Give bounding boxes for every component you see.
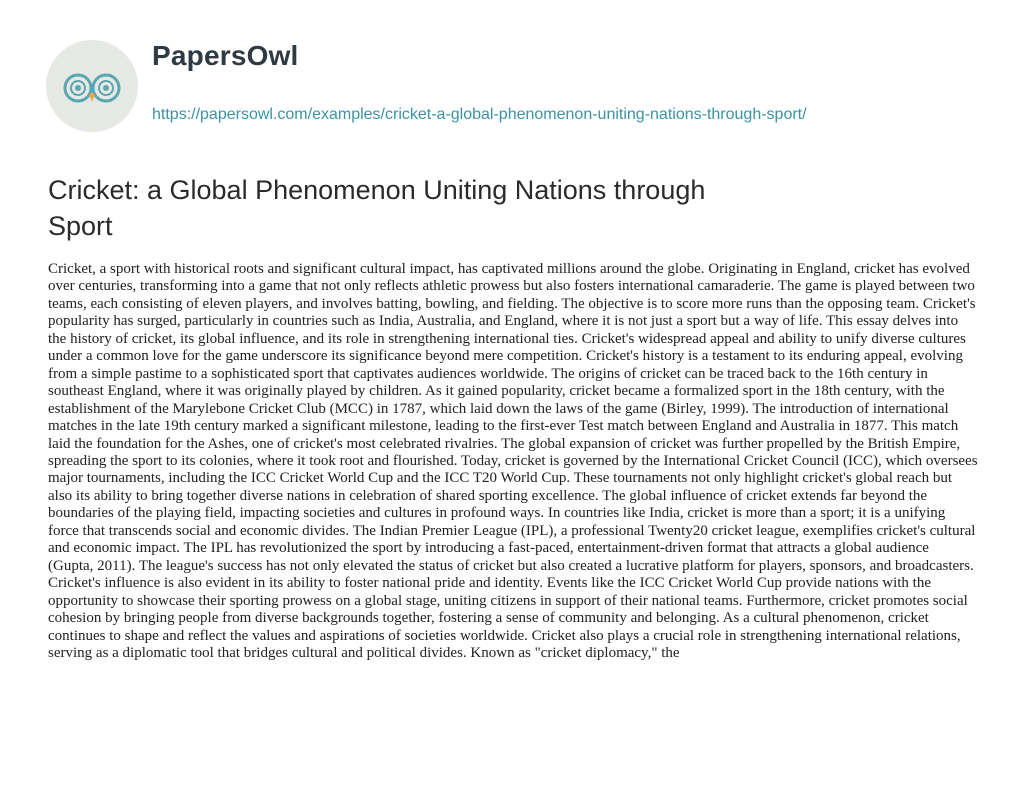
document-body: Cricket, a sport with historical roots and significant cultural impact, has captivated millions around the globe. Originating in England, cricket has evolved over centuries, transforming into a game that not only reflects athletic prowess but also fosters international camaraderie. The game is played between two teams, each consisting of eleven players, and involves batting, bowling, and fielding. The objective is to score more runs than the opposing team. Cricket's popularity has surged, particularly in countries such as India, Australia, and England, where it is not just a sport but a way of life. This essay delves into the history of cricket, its global influence, and its role in strengthening international ties. Cricket's widespread appeal and ability to unify diverse cultures under a common love for the game underscore its significance beyond mere competition. Cricket's history is a testament to its enduring appeal, evolving from a simple pastime to a sophisticated sport that captivates audiences worldwide. The origins of cricket can be traced back to the 16th century in southeast England, where it was originally played by children. As it gained popularity, cricket became a formalized sport in the 18th century, with the establishment of the Marylebone Cricket Club (MCC) in 1787, which laid down the laws of the game (Birley, 1999). The introduction of international matches in the late 19th century marked a significant milestone, leading to the first-ever Test match between England and Australia in 1877. This match laid the foundation for the Ashes, one of cricket's most celebrated rivalries. The global expansion of cricket was further propelled by the British Empire, spreading the sport to its colonies, where it took root and flourished. Today, cricket is governed by the International Cricket Council (ICC), which oversees major tournaments, including the ICC Cricket World Cup and the ICC T20 World Cup. These tournaments not only highlight cricket's global reach but also its ability to bring together diverse nations in celebration of shared sporting excellence. The global influence of cricket extends far beyond the boundaries of the playing field, impacting societies and cultures in profound ways. In countries like India, cricket is more than a sport; it is a unifying force that transcends social and economic divides. The Indian Premier League (IPL), a professional Twenty20 cricket league, exemplifies cricket's cultural and economic impact. The IPL has revolutionized the sport by introducing a fast-paced, entertainment-driven format that attracts a global audience (Gupta, 2011). The league's success has not only elevated the status of cricket but also created a lucrative platform for players, sponsors, and broadcasters. Cricket's influence is also evident in its ability to foster national pride and identity. Events like the ICC Cricket World Cup provide nations with the opportunity to showcase their sporting prowess on a global stage, uniting citizens in support of their national teams. Furthermore, cricket promotes social cohesion by bringing people from diverse backgrounds together, fostering a sense of community and belonging. As a cultural phenomenon, cricket continues to shape and reflect the values and aspirations of societies worldwide. Cricket also plays a crucial role in strengthening international relations, serving as a diplomatic tool that bridges cultural and political divides. Known as "cricket diplomacy," the: [48, 261, 978, 661]
source-url-link[interactable]: https://papersowl.com/examples/cricket-a-global-phenomenon-uniting-nations-through-sport/: [152, 106, 807, 123]
document-title: Cricket: a Global Phenomenon Uniting Nations through Sport: [48, 175, 706, 241]
site-header: [46, 28, 1024, 148]
owl-logo-icon[interactable]: [46, 40, 138, 132]
owl-icon: [62, 68, 122, 108]
brand-name[interactable]: PapersOwl: [152, 40, 299, 71]
